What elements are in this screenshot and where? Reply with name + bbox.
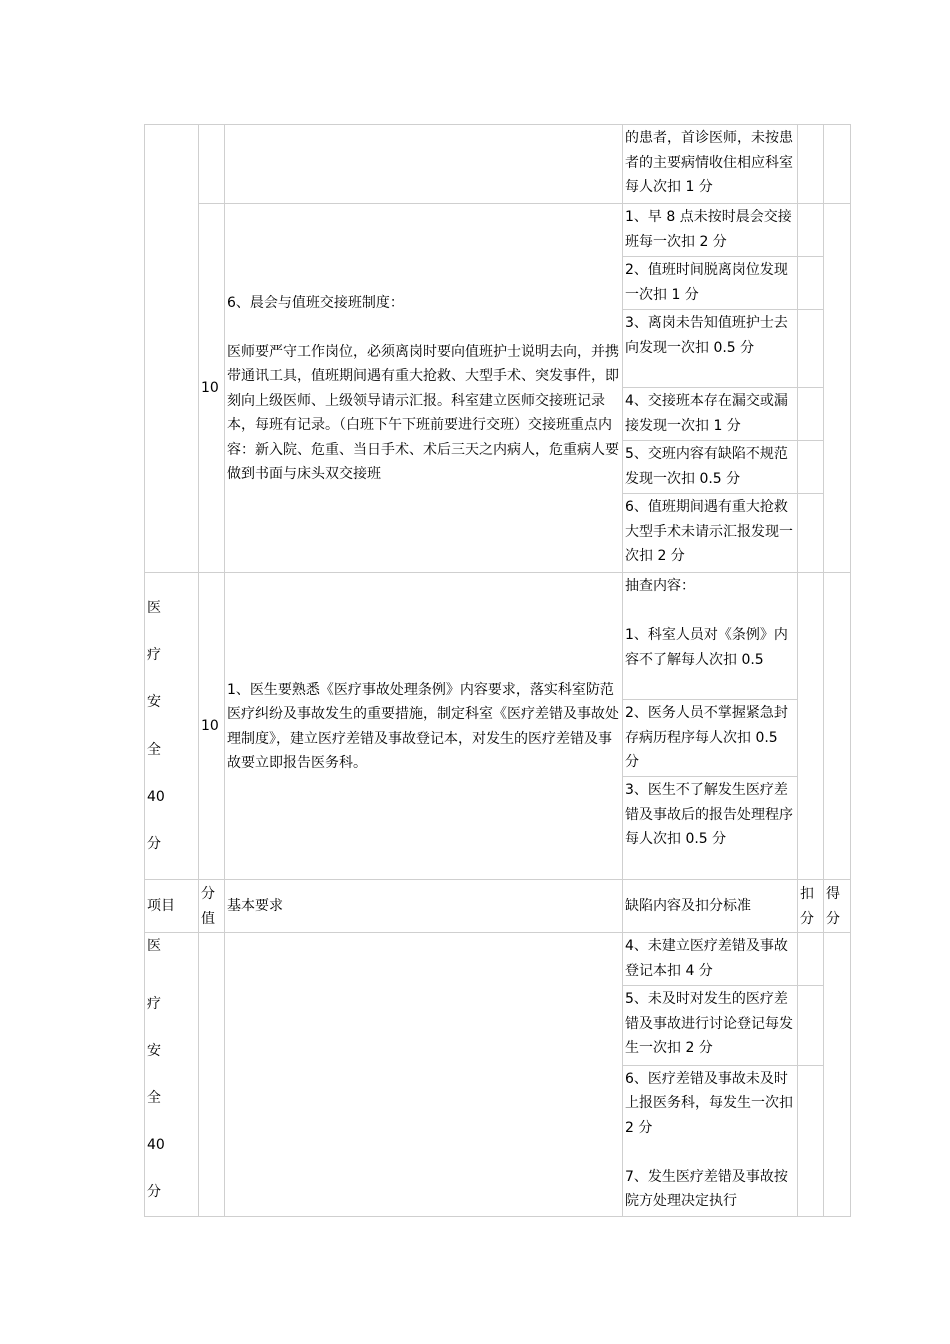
header-requirement: 基本要求 <box>225 880 623 933</box>
score-cell <box>199 125 225 204</box>
deducted-cell <box>798 1065 824 1216</box>
table-row <box>145 933 851 986</box>
project-cell <box>145 933 199 1217</box>
score-cell <box>199 933 225 1217</box>
deduction-cell: 的患者，首诊医师，未按患者的主要病情收住相应科室每人次扣 1 分 <box>623 125 798 204</box>
deducted-cell <box>798 933 824 986</box>
table-row <box>145 125 851 204</box>
project-char: 安 <box>147 1043 161 1059</box>
requirement-cell <box>225 933 623 1217</box>
deduction-cell: 抽查内容： 1、科室人员对《条例》内容不了解每人次扣 0.5 <box>623 573 798 700</box>
project-char: 40 <box>147 788 165 805</box>
project-char: 疗 <box>147 996 161 1012</box>
deduction-cell: 6、值班期间遇有重大抢救大型手术未请示汇报发现一次扣 2 分 <box>623 494 798 573</box>
requirement-cell: 6、晨会与值班交接班制度： 医师要严守工作岗位，必须离岗时要向值班护士说明去向，并携带通讯工具，值班期间遇有重大抢救、大型手术、突发事件，即刻向上级医师、上级领导请示汇报。科室建立医师交接班记录本，每班有记录。（白班下午下班前要进行交班）交接班重点内容：新入院、危重、当日手术、术后三天之内病人，危重病人要做到书面与床头双交接班 <box>225 204 623 573</box>
score-cell: 10 <box>199 204 225 573</box>
deducted-cell <box>798 494 824 573</box>
header-obtained: 得分 <box>824 880 851 933</box>
obtained-cell <box>824 125 851 204</box>
deduction-cell: 5、未及时对发生的医疗差错及事故进行讨论登记每发生一次扣 2 分 <box>623 986 798 1066</box>
header-deducted: 扣分 <box>798 880 824 933</box>
deducted-cell <box>798 388 824 441</box>
deduction-cell: 3、医生不了解发生医疗差错及事故后的报告处理程序每人次扣 0.5 分 <box>623 777 798 880</box>
score-cell: 10 <box>199 573 225 880</box>
deduction-cell: 1、早 8 点未按时晨会交接班每一次扣 2 分 <box>623 204 798 257</box>
project-cell <box>145 573 199 880</box>
requirement-cell: 1、医生要熟悉《医疗事故处理条例》内容要求，落实科室防范医疗纠纷及事故发生的重要措施，制定科室《医疗差错及事故处理制度》，建立医疗差错及事故登记本，对发生的医疗差错及事故要立即报告医务科。 <box>225 573 623 880</box>
project-char: 疗 <box>147 646 161 663</box>
obtained-cell <box>824 204 851 573</box>
deduction-cell: 2、医务人员不掌握紧急封存病历程序每人次扣 0.5 分 <box>623 700 798 777</box>
header-row <box>145 880 851 933</box>
deduction-cell: 4、未建立医疗差错及事故登记本扣 4 分 <box>623 933 798 986</box>
deducted-cell <box>798 986 824 1066</box>
header-score: 分值 <box>199 880 225 933</box>
project-char: 全 <box>147 1090 161 1106</box>
deducted-cell <box>798 573 824 880</box>
deduction-cell: 4、交接班本存在漏交或漏接发现一次扣 1 分 <box>623 388 798 441</box>
deducted-cell <box>798 441 824 494</box>
deducted-cell <box>798 257 824 310</box>
deduction-cell: 3、离岗未告知值班护士去向发现一次扣 0.5 分 <box>623 310 798 388</box>
deducted-cell <box>798 204 824 257</box>
project-char: 全 <box>147 741 161 758</box>
obtained-cell <box>824 933 851 1217</box>
project-char: 分 <box>147 1184 161 1200</box>
evaluation-table <box>144 124 851 1217</box>
deducted-cell <box>798 310 824 388</box>
table-row <box>145 204 851 257</box>
header-deduction-standard: 缺陷内容及扣分标准 <box>623 880 798 933</box>
requirement-cell <box>225 125 623 204</box>
deduction-cell: 6、医疗差错及事故未及时上报医务科，每发生一次扣 2 分 7、发生医疗差错及事故按院方处理决定执行 <box>623 1065 798 1216</box>
header-project: 项目 <box>145 880 199 933</box>
table-row <box>145 573 851 700</box>
project-char: 安 <box>147 694 161 711</box>
deduction-cell: 5、交班内容有缺陷不规范发现一次扣 0.5 分 <box>623 441 798 494</box>
project-char: 40 <box>147 1137 165 1153</box>
project-char: 分 <box>147 836 161 853</box>
deducted-cell <box>798 125 824 204</box>
deduction-cell: 2、值班时间脱离岗位发现一次扣 1 分 <box>623 257 798 310</box>
project-char: 医 <box>147 938 161 954</box>
obtained-cell <box>824 573 851 880</box>
project-char: 医 <box>147 599 161 616</box>
project-cell <box>145 125 199 573</box>
